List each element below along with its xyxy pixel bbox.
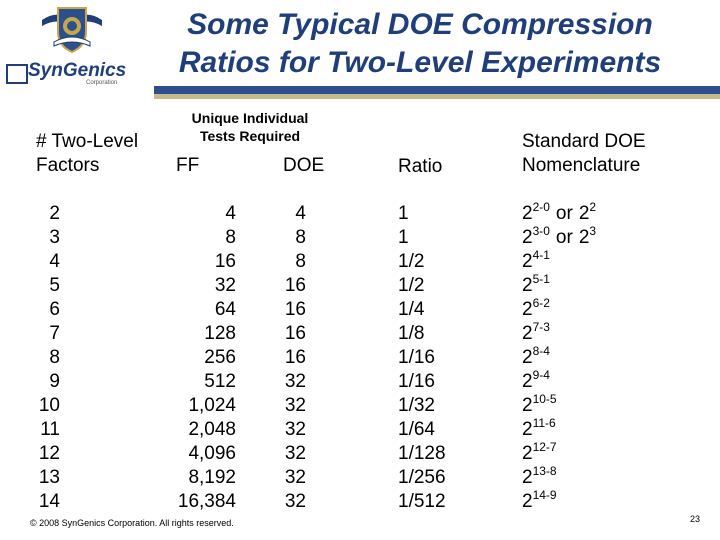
- ff-tests-cell: 8,192: [188, 467, 236, 488]
- nomenclature-base: 2: [522, 227, 533, 248]
- ff-tests-cell: 4,096: [188, 443, 236, 464]
- ff-tests-cell: 4: [225, 203, 236, 224]
- nomenclature-exponent: 2-0: [532, 200, 550, 214]
- header-unique-tests: [170, 109, 330, 145]
- factors-cell: 3: [49, 227, 60, 248]
- factors-cell: 11: [40, 419, 60, 440]
- air-force-shield-logo: [40, 2, 104, 54]
- ratio-cell: 1/16: [398, 371, 435, 392]
- nomenclature-base: 2: [522, 275, 533, 296]
- header-unique-line-2: Tests Required: [199, 128, 301, 144]
- ff-tests-cell: 16: [214, 251, 236, 272]
- nomenclature-base: 2: [522, 443, 533, 464]
- nomenclature-cell: [522, 322, 702, 346]
- nomenclature-cell: [522, 490, 702, 514]
- ff-tests-cell: 16,384: [177, 491, 236, 512]
- nomenclature-exponent: 9-4: [532, 368, 550, 382]
- nomenclature-cell: [522, 418, 702, 442]
- doe-tests-cell: 8: [295, 251, 306, 272]
- ff-tests-cell: 8: [225, 227, 236, 248]
- doe-tests-cell: 8: [295, 227, 306, 248]
- nomenclature-exponent: 8-4: [532, 344, 550, 358]
- column-doe: [270, 202, 306, 514]
- nomenclature-cell: [522, 346, 702, 370]
- header-unique-line-1: Unique Individual: [191, 110, 309, 126]
- factors-cell: 4: [49, 251, 60, 272]
- factors-cell: 10: [38, 395, 60, 416]
- doe-tests-cell: 16: [284, 299, 306, 320]
- nomenclature-base: 2: [522, 419, 533, 440]
- nomenclature-base: 2: [522, 251, 533, 272]
- ratio-cell: 1/16: [398, 347, 435, 368]
- nomenclature-cell: [522, 394, 702, 418]
- column-ratio: [398, 202, 478, 514]
- ratio-cell: 1/64: [398, 419, 435, 440]
- header-ff: FF: [176, 155, 200, 176]
- ratio-cell: 1: [398, 203, 409, 224]
- doe-tests-cell: 16: [284, 323, 306, 344]
- ratio-cell: 1/128: [398, 443, 446, 464]
- ff-tests-cell: 2,048: [188, 419, 236, 440]
- column-ff: [150, 202, 236, 514]
- factors-cell: 14: [38, 491, 60, 512]
- factors-cell: 5: [49, 275, 60, 296]
- ff-tests-cell: 64: [214, 299, 236, 320]
- doe-tests-cell: 32: [284, 443, 306, 464]
- ratio-cell: 1/32: [398, 395, 435, 416]
- ff-tests-cell: 128: [204, 323, 236, 344]
- doe-tests-cell: 16: [284, 347, 306, 368]
- header-factors-line-1: # Two-Level: [36, 131, 139, 152]
- doe-tests-cell: 32: [284, 371, 306, 392]
- factors-cell: 12: [38, 443, 60, 464]
- nomenclature-cell: [522, 250, 702, 274]
- ratio-cell: 1/512: [398, 491, 446, 512]
- nomenclature-cell: [522, 442, 702, 466]
- nomenclature-cell: [522, 370, 702, 394]
- doe-tests-cell: 32: [284, 491, 306, 512]
- nomenclature-exponent: 10-5: [532, 392, 557, 406]
- header-doe: DOE: [283, 155, 325, 176]
- ratio-cell: 1: [398, 227, 409, 248]
- slide-title: [150, 6, 690, 82]
- ff-tests-cell: 32: [214, 275, 236, 296]
- doe-tests-cell: 4: [295, 203, 306, 224]
- nomenclature-base: 2: [522, 299, 533, 320]
- nomenclature-base: 2: [522, 323, 533, 344]
- nomenclature-cell: [522, 202, 702, 226]
- nomenclature-base: 2: [522, 347, 533, 368]
- nomenclature-alt-exponent: 2: [589, 200, 597, 214]
- nomenclature-cell: [522, 298, 702, 322]
- ff-tests-cell: 256: [204, 347, 236, 368]
- nomenclature-exponent: 14-9: [532, 488, 557, 502]
- factors-cell: 9: [49, 371, 60, 392]
- nomenclature-or: or: [555, 203, 573, 224]
- header-ratio: Ratio: [398, 156, 443, 177]
- nomenclature-exponent: 4-1: [532, 248, 550, 262]
- header-nom-line-2: Nomenclature: [522, 155, 641, 176]
- column-factors: [20, 202, 60, 514]
- doe-tests-cell: 32: [284, 395, 306, 416]
- nomenclature-base: 2: [522, 203, 533, 224]
- nomenclature-alt-base: 2: [578, 203, 590, 224]
- header-nom-line-1: Standard DOE: [522, 131, 646, 152]
- syngenics-logo-box: [6, 64, 28, 84]
- column-nomenclature: [522, 202, 702, 514]
- nomenclature-cell: [522, 226, 702, 250]
- ff-tests-cell: 512: [204, 371, 236, 392]
- nomenclature-alt-base: 2: [578, 227, 590, 248]
- doe-tests-cell: 32: [284, 419, 306, 440]
- copyright-footer: © 2008 SynGenics Corporation. All rights reserved.: [30, 518, 234, 528]
- nomenclature-base: 2: [522, 395, 533, 416]
- nomenclature-base: 2: [522, 491, 533, 512]
- doe-tests-cell: 32: [284, 467, 306, 488]
- nomenclature-exponent: 7-3: [532, 320, 550, 334]
- factors-cell: 13: [38, 467, 60, 488]
- nomenclature-cell: [522, 274, 702, 298]
- nomenclature-exponent: 12-7: [532, 440, 557, 454]
- nomenclature-exponent: 13-8: [532, 464, 557, 478]
- doe-tests-cell: 16: [284, 275, 306, 296]
- nomenclature-exponent: 11-6: [532, 416, 556, 430]
- ratio-cell: 1/4: [398, 299, 425, 320]
- header-factors: [36, 130, 138, 178]
- title-underline-bar: [154, 86, 720, 102]
- nomenclature-base: 2: [522, 467, 533, 488]
- ff-tests-cell: 1,024: [188, 395, 236, 416]
- ratio-cell: 1/2: [398, 275, 425, 296]
- syngenics-logo: [6, 62, 134, 84]
- nomenclature-exponent: 3-0: [532, 224, 550, 238]
- nomenclature-alt-exponent: 3: [589, 224, 597, 238]
- factors-cell: 7: [49, 323, 60, 344]
- factors-cell: 6: [49, 299, 60, 320]
- slide-title-line-1: Some Typical DOE Compression: [187, 8, 653, 41]
- nomenclature-exponent: 5-1: [532, 272, 550, 286]
- slide-title-line-2: Ratios for Two-Level Experiments: [178, 46, 662, 79]
- factors-cell: 8: [49, 347, 60, 368]
- ratio-cell: 1/2: [398, 251, 425, 272]
- header-nomenclature: [522, 130, 646, 178]
- page-number: 23: [690, 514, 701, 524]
- factors-cell: 2: [49, 203, 60, 224]
- syngenics-logo-subtext: Corporation: [86, 80, 118, 86]
- syngenics-logo-text: SynGenics: [28, 60, 127, 81]
- ratio-cell: 1/8: [398, 323, 425, 344]
- nomenclature-base: 2: [522, 371, 533, 392]
- nomenclature-exponent: 6-2: [532, 296, 550, 310]
- nomenclature-cell: [522, 466, 702, 490]
- nomenclature-or: or: [555, 227, 573, 248]
- ratio-cell: 1/256: [398, 467, 446, 488]
- header-factors-line-2: Factors: [36, 155, 100, 176]
